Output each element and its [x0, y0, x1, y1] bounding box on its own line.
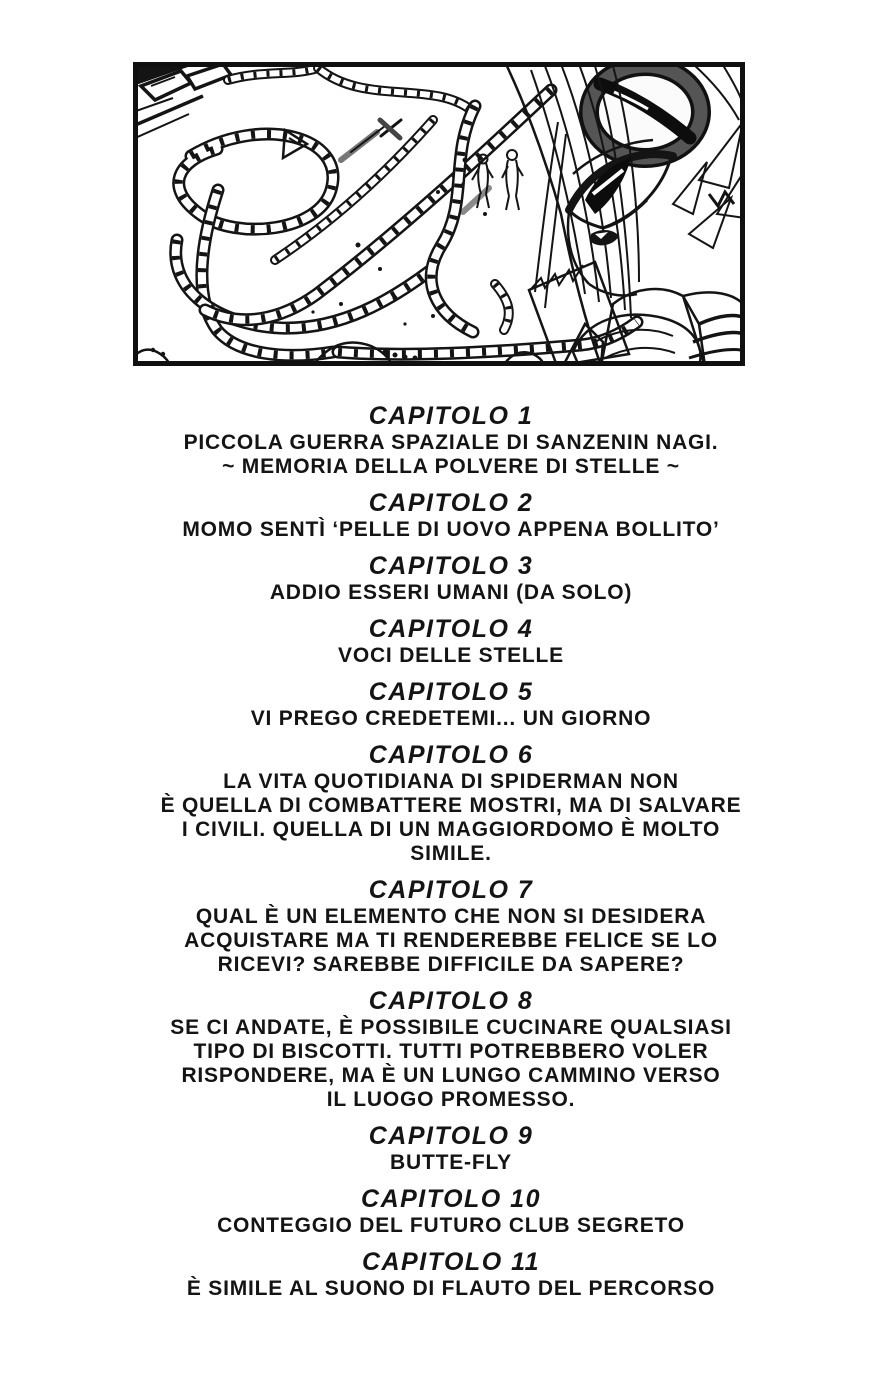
eye-ring: [589, 66, 701, 158]
chapter-title-line: LA VITA QUOTIDIANA DI SPIDERMAN NON: [223, 770, 679, 793]
chapter-title-line: TIPO DI BISCOTTI. TUTTI POTREBBERO VOLER: [193, 1040, 709, 1063]
chapter-heading: CAPITOLO 7: [368, 876, 534, 904]
chapter-title-line: VOCI DELLE STELLE: [338, 644, 564, 667]
chapter-title-line: ~ MEMORIA DELLA POLVERE DI STELLE ~: [222, 455, 680, 478]
chapter-entry-7: [25, 876, 877, 977]
chapter-heading: CAPITOLO 8: [368, 987, 534, 1015]
chapter-title-line: SIMILE.: [410, 842, 492, 865]
chapter-entry-2: [25, 489, 877, 542]
chapter-title-line: PICCOLA GUERRA SPAZIALE DI SANZENIN NAGI.: [183, 431, 719, 454]
chapter-entry-6: [25, 741, 877, 866]
chapter-title-line: VI PREGO CREDETEMI... UN GIORNO: [250, 707, 652, 730]
chapter-entry-9: [25, 1122, 877, 1175]
chapter-heading: CAPITOLO 10: [361, 1185, 541, 1213]
chapter-title-line: MOMO SENTÌ ‘PELLE DI UOVO APPENA BOLLITO’: [182, 518, 720, 541]
chapter-heading: CAPITOLO 11: [361, 1248, 541, 1276]
manga-panel-illustration: [133, 62, 745, 366]
panel-art: [133, 62, 745, 366]
chapter-entry-10: [25, 1185, 877, 1238]
chapter-heading: CAPITOLO 4: [368, 615, 534, 643]
chapter-heading: CAPITOLO 3: [368, 552, 534, 580]
chapter-title-line: È QUELLA DI COMBATTERE MOSTRI, MA DI SALVARE: [160, 794, 742, 817]
chapter-entry-3: [25, 552, 877, 605]
chapter-title-line: ADDIO ESSERI UMANI (DA SOLO): [269, 581, 633, 604]
chapter-title-line: I CIVILI. QUELLA DI UN MAGGIORDOMO È MOLTO: [181, 818, 721, 841]
chapter-entry-4: [25, 615, 877, 668]
chapter-entry-1: [25, 402, 877, 479]
chapter-title-line: SE CI ANDATE, È POSSIBILE CUCINARE QUALSIASI: [170, 1016, 732, 1039]
chapter-heading: CAPITOLO 6: [368, 741, 534, 769]
chapter-title-line: ACQUISTARE MA TI RENDEREBBE FELICE SE LO: [184, 929, 718, 952]
chapter-heading: CAPITOLO 1: [368, 402, 534, 430]
chapter-list: [25, 402, 877, 1311]
chapter-entry-5: [25, 678, 877, 731]
chapter-entry-11: [25, 1248, 877, 1301]
chapter-title-line: IL LUOGO PROMESSO.: [326, 1088, 576, 1111]
chapter-entry-8: [25, 987, 877, 1112]
chapter-title-line: BUTTE-FLY: [390, 1151, 512, 1174]
chapter-heading: CAPITOLO 2: [368, 489, 534, 517]
chapter-title-line: RICEVI? SAREBBE DIFFICILE DA SAPERE?: [217, 953, 685, 976]
chapter-title-line: QUAL È UN ELEMENTO CHE NON SI DESIDERA: [195, 905, 707, 928]
chapter-heading: CAPITOLO 5: [368, 678, 534, 706]
chapter-heading: CAPITOLO 9: [368, 1122, 534, 1150]
chapter-title-line: CONTEGGIO DEL FUTURO CLUB SEGRETO: [217, 1214, 685, 1237]
chapter-title-line: È SIMILE AL SUONO DI FLAUTO DEL PERCORSO: [186, 1277, 716, 1300]
chapter-title-line: RISPONDERE, MA È UN LUNGO CAMMINO VERSO: [181, 1064, 721, 1087]
